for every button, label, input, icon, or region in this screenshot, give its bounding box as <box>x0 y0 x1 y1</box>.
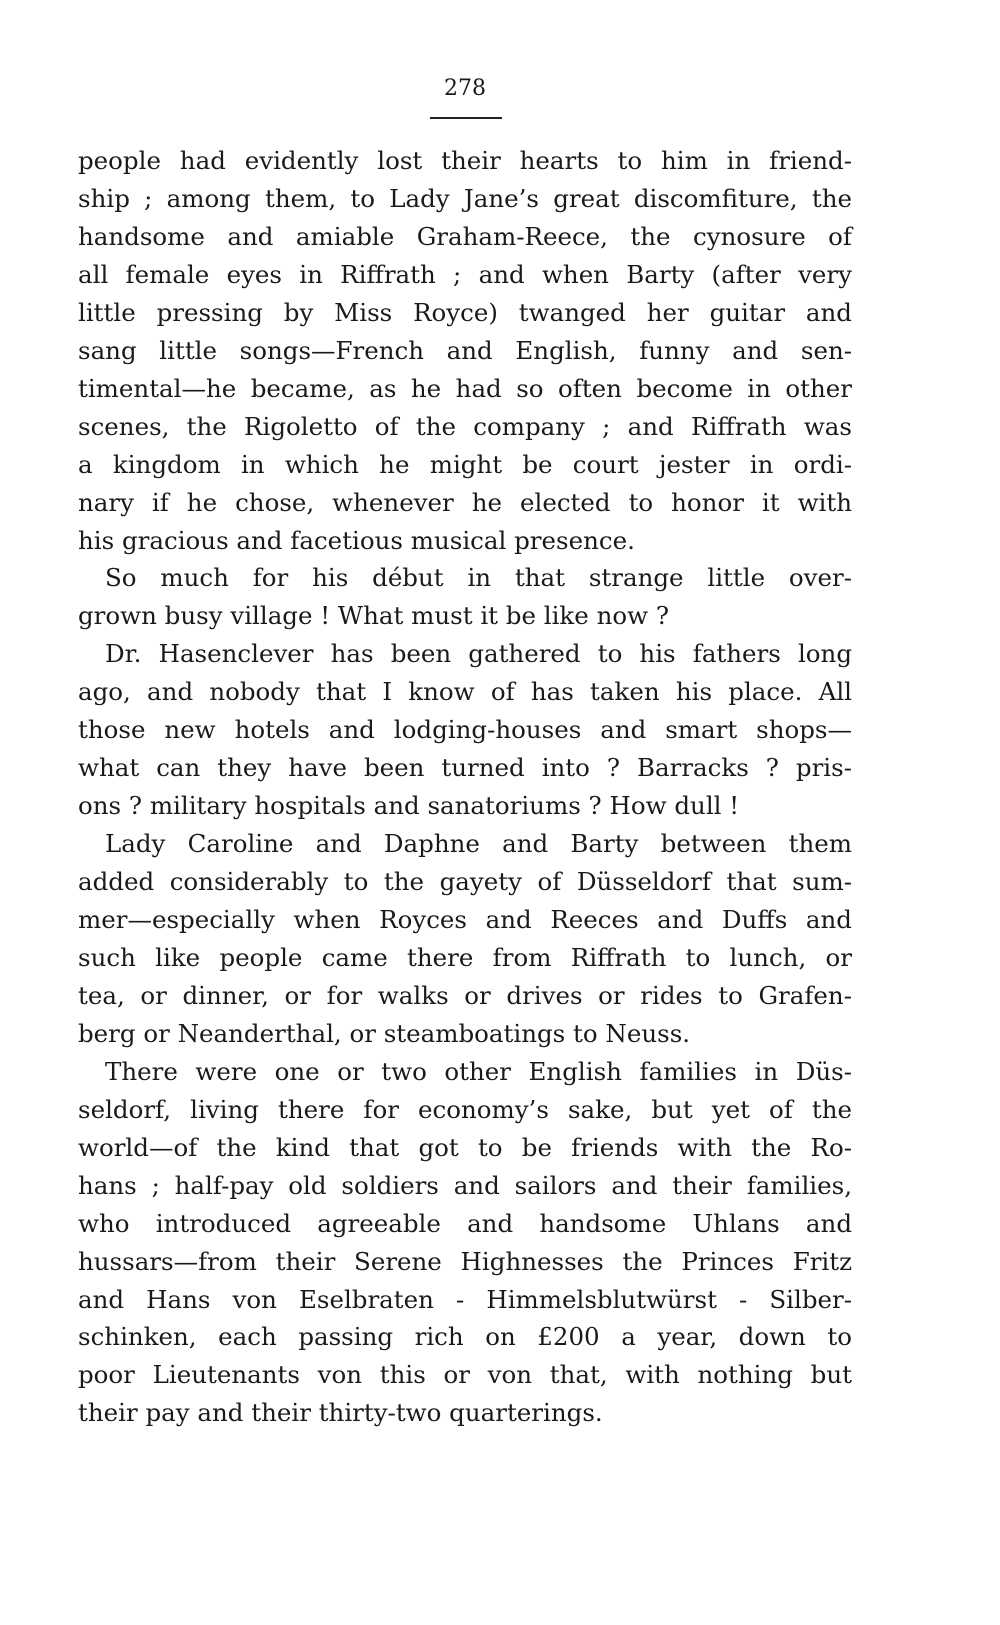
text-line: who introduced agreeable and handsome Uhlans and <box>78 1208 852 1238</box>
text-line: Lady Caroline and Daphne and Barty between them <box>105 829 852 859</box>
text-line: added considerably to the gayety of Düsseldorf that sum- <box>78 867 852 897</box>
text-line: hans ; half-pay old soldiers and sailors and their families, <box>78 1170 852 1200</box>
text-line: and Hans von Eselbraten - Himmelsblutwürst - Silber- <box>78 1284 852 1314</box>
text-line: those new hotels and lodging-houses and smart shops— <box>78 715 852 745</box>
text-line: sang little songs—French and English, funny and sen- <box>78 335 852 365</box>
text-line: ship ; among them, to Lady Jane’s great discomfiture, the <box>78 183 852 213</box>
text-line: nary if he chose, whenever he elected to honor it with <box>78 487 852 517</box>
text-line: world—of the kind that got to be friends with the Ro- <box>78 1132 852 1162</box>
text-line: ago, and nobody that I know of has taken his place. All <box>78 677 852 707</box>
text-line: hussars—from their Serene Highnesses the Princes Fritz <box>78 1246 852 1276</box>
text-line: poor Lieutenants von this or von that, with nothing but <box>78 1360 852 1390</box>
text-line: berg or Neanderthal, or steamboatings to Neuss. <box>78 1018 691 1048</box>
text-line: his gracious and facetious musical presence. <box>78 525 635 555</box>
text-line: There were one or two other English families in Düs- <box>105 1056 852 1086</box>
page-number-rule <box>430 117 502 119</box>
text-line: tea, or dinner, or for walks or drives or rides to Grafen- <box>78 980 852 1010</box>
text-line: ons ? military hospitals and sanatoriums ? How dull ! <box>78 791 740 821</box>
page-number: 278 <box>444 76 486 101</box>
text-line: people had evidently lost their hearts to him in friend- <box>78 146 852 175</box>
text-line: all female eyes in Riffrath ; and when Barty (after very <box>78 259 852 289</box>
text-line: grown busy village ! What must it be like now ? <box>78 601 669 631</box>
text-line: So much for his début in that strange little over- <box>105 563 852 593</box>
text-line: schinken, each passing rich on £200 a year, down to <box>78 1322 852 1352</box>
text-line: little pressing by Miss Royce) twanged her guitar and <box>78 297 852 327</box>
text-line: Dr. Hasenclever has been gathered to his fathers long <box>105 639 852 669</box>
text-line: a kingdom in which he might be court jester in ordi- <box>78 449 852 479</box>
text-line: what can they have been turned into ? Barracks ? pris- <box>78 753 852 783</box>
text-line: handsome and amiable Graham-Reece, the cynosure of <box>78 221 852 251</box>
text-line: such like people came there from Riffrath to lunch, or <box>78 942 852 972</box>
text-line: their pay and their thirty-two quarterings. <box>78 1398 603 1428</box>
text-line: timental—he became, as he had so often become in other <box>78 373 852 403</box>
text-line: mer—especially when Royces and Reeces and Duffs and <box>78 905 852 934</box>
text-line: seldorf, living there for economy’s sake, but yet of the <box>78 1094 852 1124</box>
text-line: scenes, the Rigoletto of the company ; and Riffrath was <box>78 411 852 441</box>
